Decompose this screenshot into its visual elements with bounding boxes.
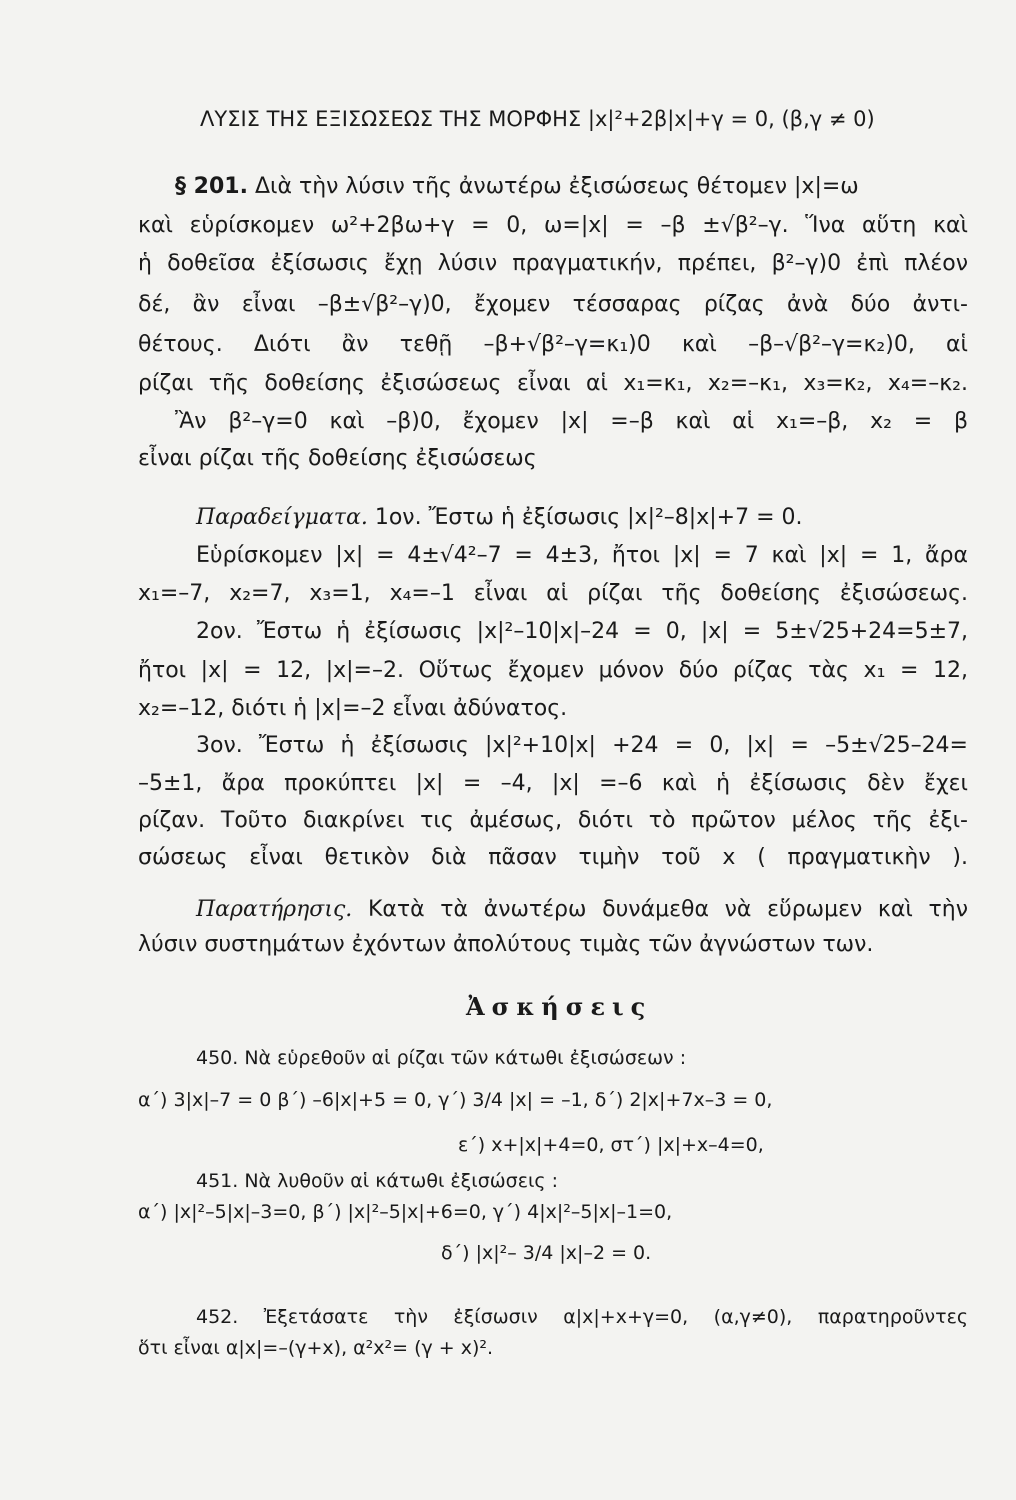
exercise-line: 450. Νὰ εὑρεθοῦν αἱ ρίζαι τῶν κάτωθι ἐξισώσεων : (196, 1047, 687, 1069)
example-line: x₁=–7, x₂=7, x₃=1, x₄=–1 εἶναι αἱ ρίζαι τῆς δοθείσης ἐξισώσεως. (138, 581, 968, 606)
example-line: 3ον. Ἔστω ἡ ἐξίσωσις |x|²+10|x| +24 = 0, |x| = –5±√25–24= (196, 733, 968, 758)
section-line: Διὰ τὴν λύσιν τῆς ἀνωτέρω ἐξισώσεως θέτομεν |x|=ω (254, 174, 859, 199)
example-line: 1ον. Ἔστω ἡ ἐξίσωσις |x|²–8|x|+7 = 0. (374, 505, 803, 530)
section-line: ρίζαι τῆς δοθείσης ἐξισώσεως εἶναι αἱ x₁=κ₁, x₂=–κ₁, x₃=κ₂, x₄=–κ₂. (138, 371, 968, 396)
section-paragraph (175, 172, 859, 202)
example-line: ἤτοι |x| = 12, |x|=–2. Οὕτως ἔχομεν μόνον δύο ρίζας τὰς x₁ = 12, (138, 658, 968, 683)
heading: ΛΥΣΙΣ ΤΗΣ ΕΞΙΣΩΣΕΩΣ ΤΗΣ ΜΟΡΦΗΣ |x|²+2β|x|+γ = 0, (β,γ ≠ 0) (200, 107, 875, 131)
remark-line: λύσιν συστημάτων ἐχόντων ἀπολύτους τιμὰς τῶν ἀγνώστων των. (138, 932, 874, 957)
examples-title: Παραδείγματα. (196, 505, 368, 530)
exercise-line: α΄) |x|²–5|x|–3=0, β΄) |x|²–5|x|+6=0, γ΄) 4|x|²–5|x|–1=0, (138, 1201, 673, 1223)
example-line: ρίζαν. Τοῦτο διακρίνει τις ἀμέσως, διότι τὸ πρῶτον μέλος τῆς ἐξι- (138, 808, 968, 833)
exercise-line: 451. Νὰ λυθοῦν αἱ κάτωθι ἐξισώσεις : (196, 1170, 558, 1192)
section-line: καὶ εὑρίσκομεν ω²+2βω+γ = 0, ω=|x| = –β ±√β²–γ. Ἵνα αὕτη καὶ (138, 213, 968, 238)
examples-first-line (196, 503, 803, 533)
exercise-line: 452. Ἐξετάσατε τὴν ἐξίσωσιν α|x|+x+γ=0, (α,γ≠0), παρατηροῦντες (196, 1306, 968, 1328)
section-line: Ἂν β²–γ=0 καὶ –β)0, ἔχομεν |x| =–β καὶ αἱ x₁=–β, x₂ = β (175, 409, 968, 434)
remark-title: Παρατήρησις. (196, 897, 353, 922)
section-line: εἶναι ρίζαι τῆς δοθείσης ἐξισώσεως (138, 446, 537, 471)
example-line: –5±1, ἄρα προκύπτει |x| = –4, |x| =–6 καὶ ἡ ἐξίσωσις δὲν ἔχει (138, 771, 968, 796)
exercises-title: Ἀσκήσεις (466, 992, 653, 1021)
exercise-line: α΄) 3|x|–7 = 0 β΄) –6|x|+5 = 0, γ΄) 3/4 |x| = –1, δ΄) 2|x|+7x–3 = 0, (138, 1089, 773, 1111)
section-line: ἡ δοθεῖσα ἐξίσωσις ἔχῃ λύσιν πραγματικήν, πρέπει, β²–γ)0 ἐπὶ πλέον (138, 251, 968, 276)
remark-first-line (196, 895, 968, 925)
example-line: x₂=–12, διότι ἡ |x|=–2 εἶναι ἀδύνατος. (138, 696, 568, 721)
example-line: 2ον. Ἔστω ἡ ἐξίσωσις |x|²–10|x|–24 = 0, |x| = 5±√25+24=5±7, (196, 619, 968, 644)
section-line: δέ, ἂν εἶναι –β±√β²–γ)0, ἔχομεν τέσσαρας ρίζας ἀνὰ δύο ἀντι- (138, 292, 968, 317)
example-line: Εὑρίσκομεν |x| = 4±√4²–7 = 4±3, ἤτοι |x| = 7 καὶ |x| = 1, ἄρα (196, 543, 968, 568)
remark-line: Κατὰ τὰ ἀνωτέρω δυνάμεθα νὰ εὕρωμεν καὶ τὴν (367, 897, 968, 922)
example-line: σώσεως εἶναι θετικὸν διὰ πᾶσαν τιμὴν τοῦ x ( πραγματικὴν ). (138, 845, 968, 870)
section-number: § 201. (175, 174, 248, 199)
exercise-line: ὅτι εἶναι α|x|=–(γ+x), α²x²= (γ + x)². (138, 1337, 494, 1359)
exercise-line: δ΄) |x|²– 3/4 |x|–2 = 0. (441, 1242, 652, 1264)
section-line: θέτους. Διότι ἂν τεθῇ –β+√β²–γ=κ₁)0 καὶ –β–√β²–γ=κ₂)0, αἱ (138, 332, 968, 357)
exercise-line: ε΄) x+|x|+4=0, στ΄) |x|+x–4=0, (458, 1134, 764, 1156)
